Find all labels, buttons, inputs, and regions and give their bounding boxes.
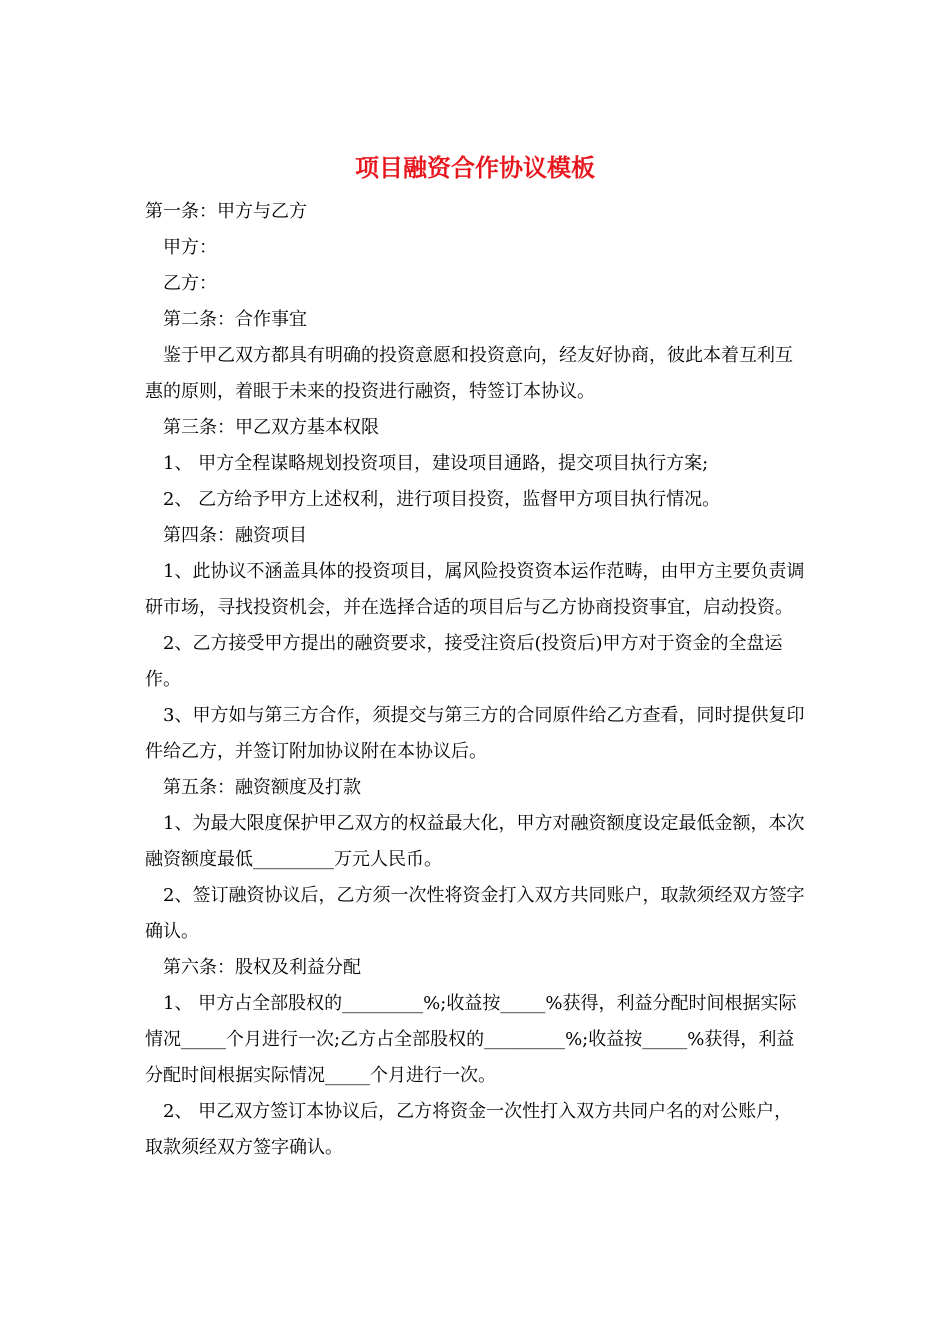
article-6-heading: 第六条：股权及利益分配 bbox=[163, 957, 361, 978]
article-2-paragraph: 鉴于甲乙双方都具有明确的投资意愿和投资意向，经友好协商，彼此本着互利互惠的原则，着眼于未来的投资进行融资，特签订本协议。 bbox=[145, 345, 793, 402]
party-a-line: 甲方： bbox=[163, 237, 217, 258]
article-5-heading: 第五条：融资额度及打款 bbox=[163, 777, 361, 798]
document-title: 项目融资合作协议模板 bbox=[355, 154, 595, 182]
party-b-line: 乙方： bbox=[163, 273, 217, 294]
article-6-item-2: 2、 甲乙双方签订本协议后，乙方将资金一次性打入双方共同户名的对公账户，取款须经双方签字确认。 bbox=[145, 1101, 793, 1158]
article-6-item-1: 1、 甲方占全部股权的_________%;收益按_____%获得，利益分配时间根据实际情况_____个月进行一次;乙方占全部股权的_________%;收益按_____%获得，利益分配时间根据实际情况_____个月进行一次。 bbox=[145, 993, 797, 1086]
article-4-item-3: 3、甲方如与第三方合作，须提交与第三方的合同原件给乙方查看，同时提供复印件给乙方，并签订附加协议附在本协议后。 bbox=[145, 705, 805, 762]
article-2-heading: 第二条：合作事宜 bbox=[163, 309, 307, 330]
article-3-item-2: 2、 乙方给予甲方上述权利，进行项目投资，监督甲方项目执行情况。 bbox=[163, 489, 721, 510]
article-5-item-1: 1、为最大限度保护甲乙双方的权益最大化，甲方对融资额度设定最低金额，本次融资额度最低_________万元人民币。 bbox=[145, 813, 805, 870]
article-4-heading: 第四条：融资项目 bbox=[163, 525, 307, 546]
document-body bbox=[145, 194, 805, 1166]
article-4-item-1: 1、此协议不涵盖具体的投资项目，属风险投资资本运作范畴，由甲方主要负责调研市场，寻找投资机会，并在选择合适的项目后与乙方协商投资事宜，启动投资。 bbox=[145, 561, 805, 618]
article-1-heading: 第一条：甲方与乙方 bbox=[145, 201, 307, 222]
article-4-item-2: 2、乙方接受甲方提出的融资要求，接受注资后(投资后)甲方对于资金的全盘运作。 bbox=[145, 633, 783, 690]
article-3-item-1: 1、 甲方全程谋略规划投资项目，建设项目通路，提交项目执行方案; bbox=[163, 453, 709, 474]
article-3-heading: 第三条：甲乙双方基本权限 bbox=[163, 417, 379, 438]
article-5-item-2: 2、签订融资协议后，乙方须一次性将资金打入双方共同账户，取款须经双方签字确认。 bbox=[145, 885, 805, 942]
